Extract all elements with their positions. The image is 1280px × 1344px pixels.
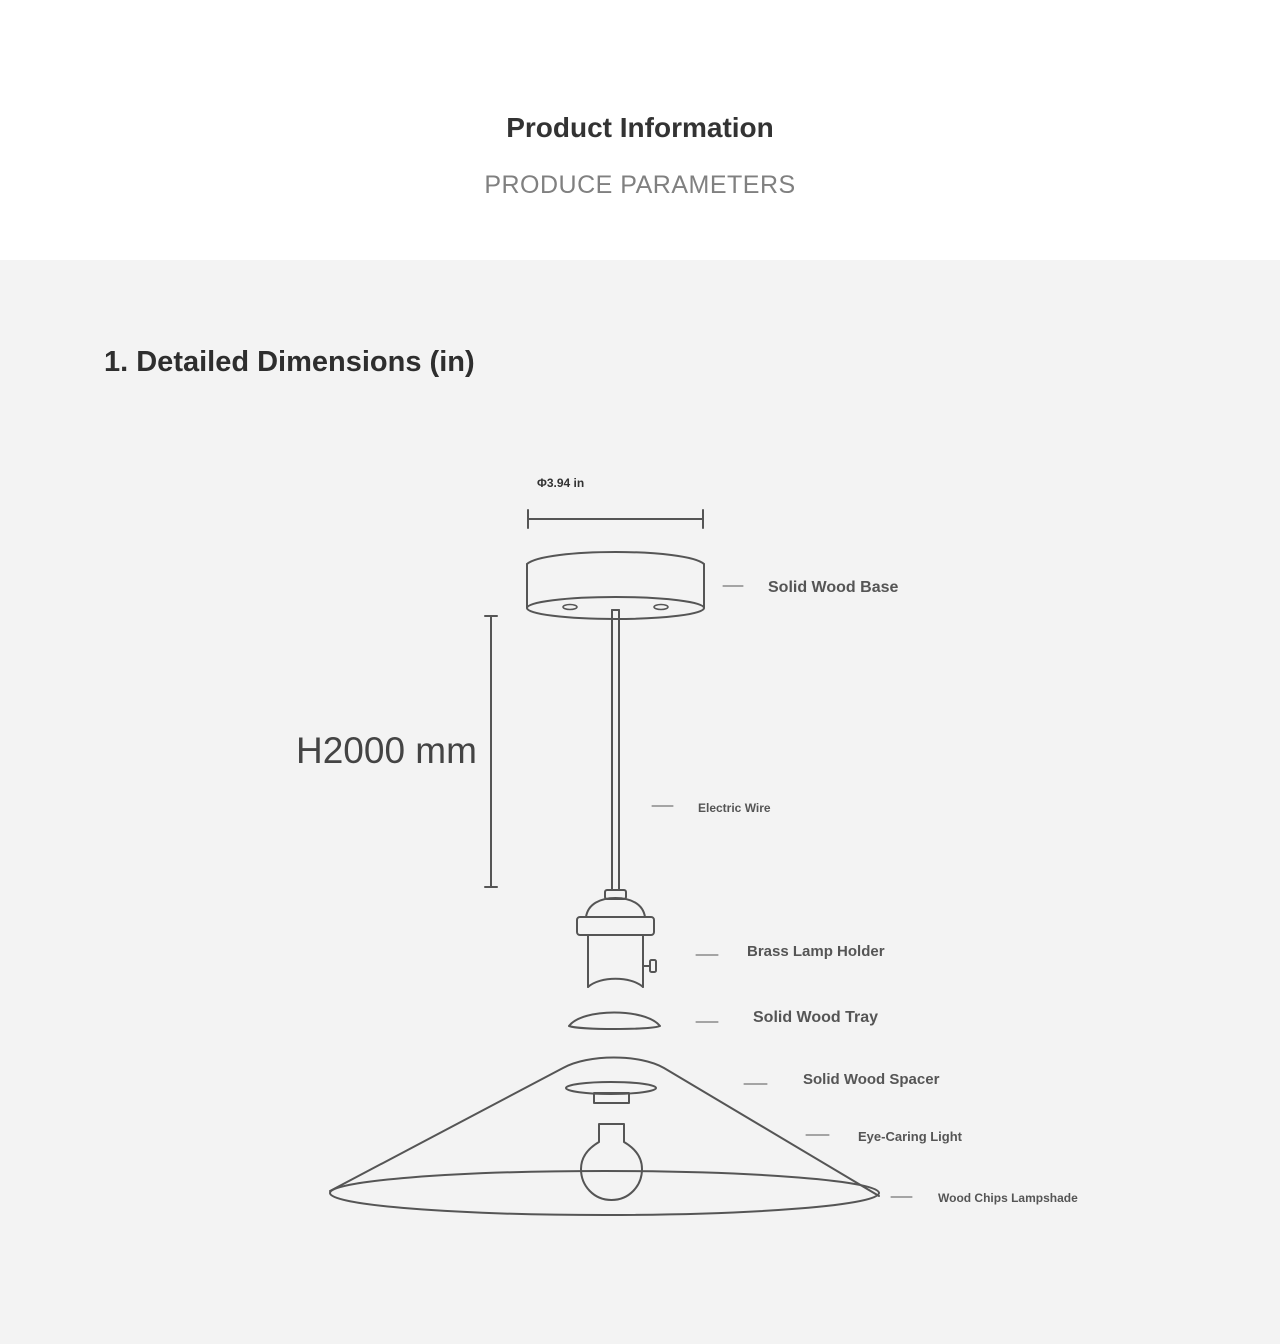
solid-wood-base-shape [527,552,704,619]
label-electric-wire: Electric Wire [698,801,771,815]
label-wood-chips-lampshade: Wood Chips Lampshade [938,1191,1078,1205]
brass-lamp-holder-shape [577,890,656,987]
label-solid-wood-tray: Solid Wood Tray [753,1009,879,1026]
solid-wood-spacer-shape [566,1082,656,1103]
page-title: Product Information [506,112,774,143]
eye-caring-light-shape [581,1124,642,1200]
diameter-label: Φ3.94 in [537,476,585,490]
section-title: 1. Detailed Dimensions (in) [104,346,475,378]
label-solid-wood-base: Solid Wood Base [768,579,899,596]
height-dimension-line [485,616,497,887]
height-label: H2000 mm [296,730,477,771]
diameter-dimension-line [528,510,703,528]
label-brass-lamp-holder: Brass Lamp Holder [747,943,885,960]
page-subtitle: PRODUCE PARAMETERS [484,171,796,199]
electric-wire-shape [612,610,619,890]
label-solid-wood-spacer: Solid Wood Spacer [803,1071,940,1088]
solid-wood-tray-shape [569,1013,660,1030]
label-eye-caring-light: Eye-Caring Light [858,1129,963,1144]
